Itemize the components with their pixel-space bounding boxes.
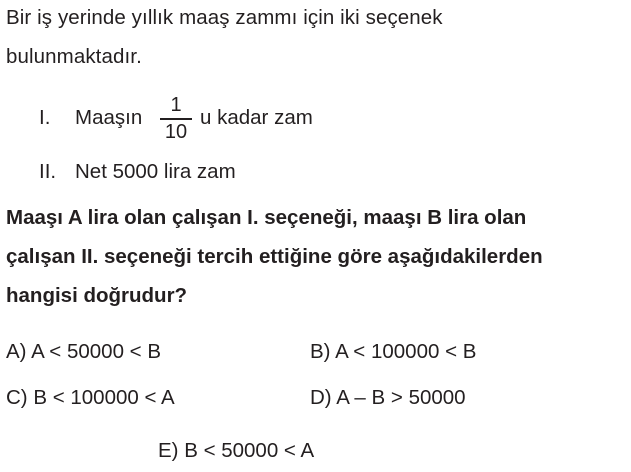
- option-2-numeral: II.: [39, 160, 57, 183]
- question-line-1: Maaşı A lira olan çalışan I. seçeneği, maaşı B lira olan: [6, 206, 527, 229]
- option-1-prefix: Maaşın: [75, 106, 143, 129]
- answer-c[interactable]: C) B < 100000 < A: [6, 386, 175, 409]
- answer-e[interactable]: E) B < 50000 < A: [158, 439, 315, 462]
- answer-b[interactable]: B) A < 100000 < B: [310, 340, 477, 363]
- option-1-suffix: u kadar zam: [200, 106, 313, 129]
- fraction-numerator: 1: [170, 94, 182, 116]
- fraction-denominator: 10: [164, 120, 188, 143]
- intro-line-1: Bir iş yerinde yıllık maaş zammı için iki seçenek: [6, 6, 443, 29]
- answer-a[interactable]: A) A < 50000 < B: [6, 340, 162, 363]
- option-1-numeral: I.: [39, 106, 51, 129]
- question-line-2: çalışan II. seçeneği tercih ettiğine göre aşağıdakilerden: [6, 245, 543, 268]
- fraction-bar: [160, 118, 192, 120]
- answer-d[interactable]: D) A – B > 50000: [310, 386, 466, 409]
- question-line-3: hangisi doğrudur?: [6, 284, 188, 307]
- fraction: [160, 94, 192, 143]
- option-2-text: Net 5000 lira zam: [75, 160, 236, 183]
- intro-line-2: bulunmaktadır.: [6, 45, 142, 68]
